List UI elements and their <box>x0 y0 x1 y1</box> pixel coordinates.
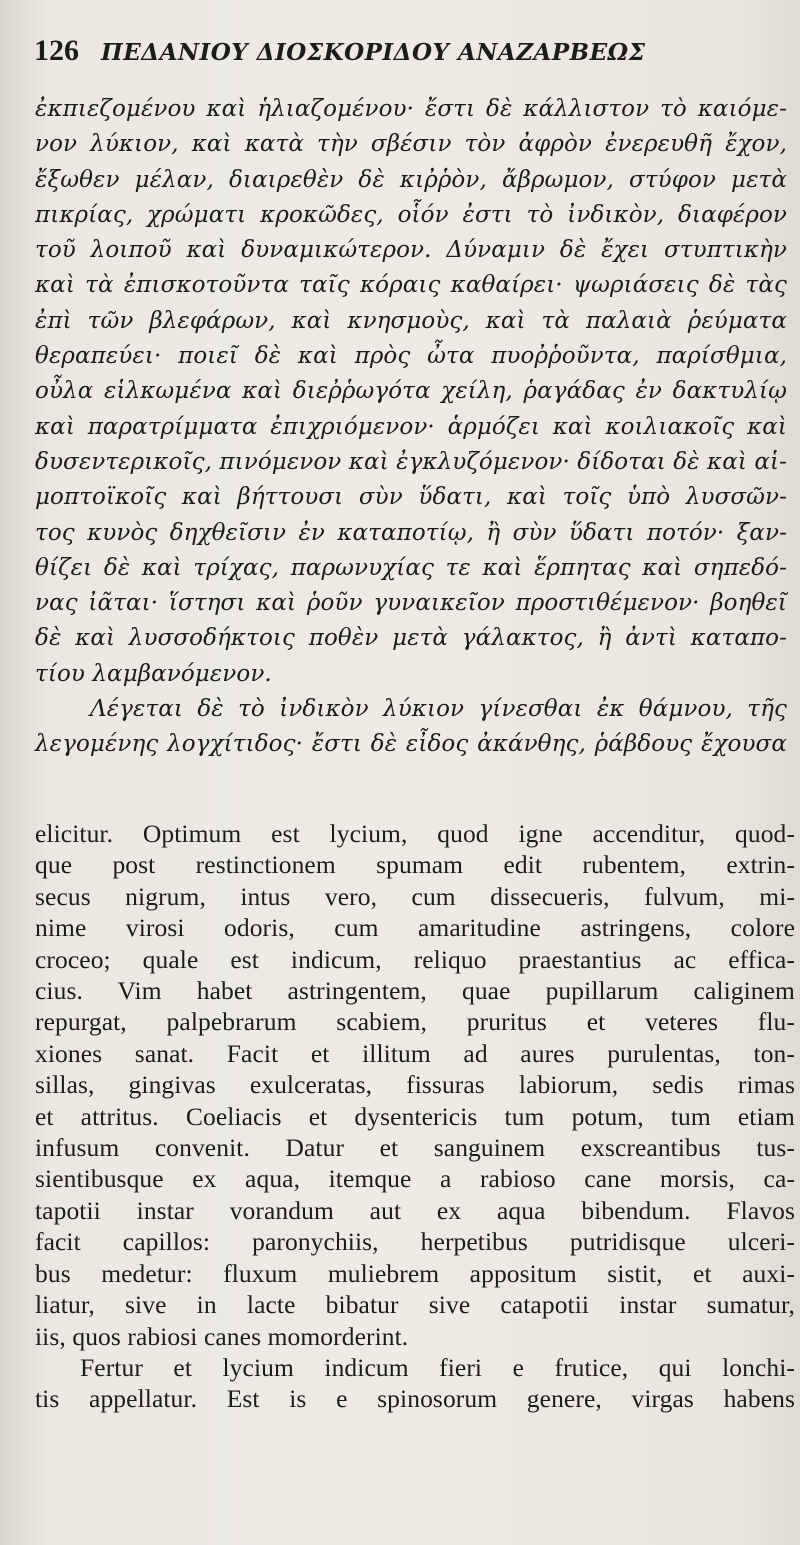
latin-line: que post restinctionem spumam edit rubentem, extrin- <box>35 850 795 880</box>
latin-line: repurgat, palpebrarum scabiem, pruritus et veteres flu- <box>35 1007 795 1037</box>
greek-text-block <box>35 92 787 763</box>
greek-line: ἐκπιεζομένου καὶ ἡλιαζομένου· ἔστι δὲ κάλλιστον τὸ καιόμε- <box>35 96 787 122</box>
greek-line: θεραπεύει· ποιεῖ δὲ καὶ πρὸς ὦτα πυοῤῥοῦντα, παρίσθμια, <box>35 343 787 370</box>
greek-line: τος κυνὸς δηχθεῖσιν ἐν καταποτίῳ, ἢ σὺν ὕδατι ποτόν· ξαν- <box>35 519 787 546</box>
latin-line: et attritus. Coeliacis et dysentericis tum potum, tum etiam <box>35 1101 795 1131</box>
page-number: 126 <box>34 34 79 67</box>
greek-line: τίου λαμβανόμενον. <box>35 660 272 687</box>
latin-line: cius. Vim habet astringentem, quae pupillarum caliginem <box>35 976 795 1006</box>
greek-line: λεγομένης λογχίτιδος· ἔστι δὲ εἶδος ἀκάνθης, ῥάβδους ἔχουσα <box>35 731 787 758</box>
latin-line: liatur, sive in lacte bibatur sive catapotii instar sumatur, <box>35 1290 795 1320</box>
latin-line: Fertur et lycium indicum fieri e frutice, qui lonchi- <box>80 1352 795 1382</box>
latin-line: sientibusque ex aqua, itemque a rabioso cane morsis, ca- <box>35 1164 795 1194</box>
greek-line: δὲ καὶ λυσσοδήκτοις ποθὲν μετὰ γάλακτος, ἢ ἀντὶ καταπο- <box>35 625 787 652</box>
latin-line: bus medetur: fluxum muliebrem appositum sistit, et auxi- <box>35 1258 795 1288</box>
greek-line: Λέγεται δὲ τὸ ἰνδικὸν λύκιον γίνεσθαι ἐκ θάμνου, τῆς <box>90 696 787 723</box>
greek-line: δυσεντερικοῖς, πινόμενον καὶ ἐγκλυζόμενον· δίδοται δὲ καὶ αἱ- <box>35 448 788 475</box>
latin-line: xiones sanat. Facit et illitum ad aures purulentas, ton- <box>35 1038 795 1068</box>
latin-line: tis appellatur. Est is e spinosorum genere, virgas habens <box>35 1384 795 1414</box>
latin-line: elicitur. Optimum est lycium, quod igne accenditur, quod- <box>35 819 795 848</box>
greek-line: πικρίας, χρώματι κροκῶδες, οἷόν ἐστι τὸ ἰνδικὸν, διαφέρον <box>35 201 787 228</box>
greek-line: καὶ παρατρίμματα ἐπιχριόμενον· ἁρμόζει καὶ κοιλιακοῖς καὶ <box>35 413 787 440</box>
page-header <box>34 34 774 74</box>
latin-line: croceo; quale est indicum, reliquo praestantius ac effica- <box>35 944 795 974</box>
latin-line: nime virosi odoris, cum amaritudine astringens, colore <box>35 913 795 943</box>
running-head: ΠΕΔΑΝΙΟΥ ΔΙΟΣΚΟΡΙΔΟΥ ΑΝΑΖΑΡΒΕΩΣ <box>101 39 646 66</box>
greek-line: νας ἰᾶται· ἵστησι καὶ ῥοῦν γυναικεῖον προστιθέμενον· βοηθεῖ <box>35 590 787 617</box>
greek-line: θίζει δὲ καὶ τρίχας, παρωνυχίας τε καὶ ἕρπητας καὶ σηπεδό- <box>35 554 787 581</box>
greek-line: μοπτοϊκοῖς καὶ βήττουσι σὺν ὕδατι, καὶ τοῖς ὑπὸ λυσσῶν- <box>35 484 787 511</box>
greek-line: ἐπὶ τῶν βλεφάρων, καὶ κνησμοὺς, καὶ τὰ παλαιὰ ῥεύματα <box>35 307 787 334</box>
latin-line: secus nigrum, intus vero, cum dissecueris, fulvum, mi- <box>35 881 795 911</box>
latin-line: sillas, gingivas exulceratas, fissuras labiorum, sedis rimas <box>35 1070 795 1100</box>
latin-text-block <box>35 818 795 1415</box>
greek-line: οὖλα εἱλκωμένα καὶ διεῤῥωγότα χείλη, ῥαγάδας ἐν δακτυλίῳ <box>35 378 787 405</box>
greek-line: νον λύκιον, καὶ κατὰ τὴν σβέσιν τὸν ἀφρὸν ἐνερευθῆ ἔχον, <box>35 131 787 158</box>
latin-line: tapotii instar vorandum aut ex aqua bibendum. Flavos <box>35 1195 795 1225</box>
greek-line: τοῦ λοιποῦ καὶ δυναμικώτερον. Δύναμιν δὲ ἔχει στυπτικὴν <box>35 237 787 264</box>
latin-line: iis, quos rabiosi canes momorderint. <box>35 1321 409 1351</box>
greek-line: ἔξωθεν μέλαν, διαιρεθὲν δὲ κιῤῥὸν, ἄβρωμον, στύφον μετὰ <box>35 166 787 193</box>
latin-line: infusum convenit. Datur et sanguinem exscreantibus tus- <box>35 1133 795 1163</box>
latin-line: facit capillos: paronychiis, herpetibus putridisque ulceri- <box>35 1227 795 1257</box>
greek-line: καὶ τὰ ἐπισκοτοῦντα ταῖς κόραις καθαίρει· ψωριάσεις δὲ τὰς <box>35 272 787 299</box>
